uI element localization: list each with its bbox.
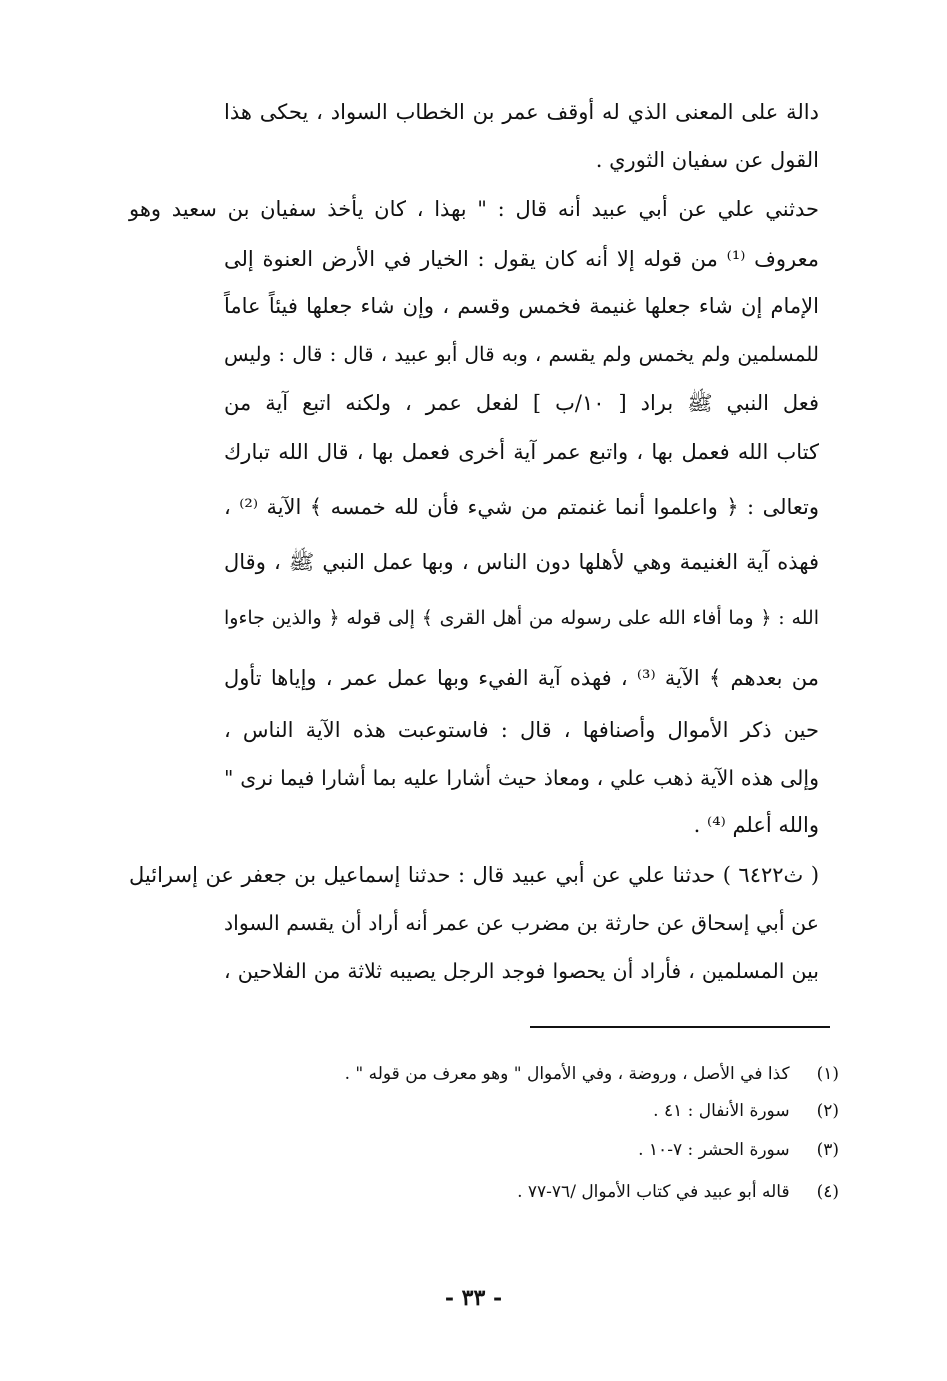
footnote-text: سورة الأنفال : ٤١ . [653, 1101, 790, 1121]
text-line: كتاب الله فعمل بها ، واتبع عمر آية أخرى فعمل بها ، قال الله تبارك [224, 440, 819, 464]
text-line: بين المسلمين ، فأراد أن يحصوا فوجد الرجل يصيبه ثلاثة من الفلاحين ، [224, 959, 819, 983]
text-line: فهذه آية الغنيمة وهي لأهلها دون الناس ، وبها عمل النبي ﷺ ، وقال [224, 550, 819, 574]
paragraph-start-line: حدثني علي عن أبي عبيد أنه قال : " بهذا ، كان يأخذ سفيان بن سعيد وهو [129, 197, 819, 221]
footnote-separator [530, 1026, 830, 1028]
footnote-number: (٢) [816, 1101, 839, 1121]
text-line: حين ذكر الأموال وأصنافها ، قال : فاستوعبت هذه الآية الناس ، [224, 718, 819, 742]
text-line: دالة على المعنى الذي له أوقف عمر بن الخطاب السواد ، يحكى هذا [224, 100, 819, 124]
text-line: معروف ⁽¹⁾ من قوله إلا أنه كان يقول : الخيار في الأرض العنوة إلى [224, 247, 820, 271]
text-line: وإلى هذه الآية ذهب علي ، ومعاذ حيث أشارا عليه بما أشارا فيما نرى " [224, 766, 819, 790]
footnote-4 [517, 1180, 839, 1204]
quran-verse-line: وتعالى : ﴿ واعلموا أنما غنمتم من شيء فأن لله خمسه ﴾ الآية ⁽²⁾ ، [224, 495, 819, 519]
footnote-1 [345, 1062, 839, 1086]
footnote-text: سورة الحشر : ٧-١٠ . [638, 1140, 790, 1160]
footnote-number: (٤) [816, 1182, 839, 1202]
page-number: - ٣٣ - [444, 1285, 503, 1311]
text-line: القول عن سفيان الثوري . [595, 148, 819, 172]
quran-verse-line: الله : ﴿ وما أفاء الله على رسوله من أهل القرى ﴾ إلى قوله ﴿ والذين جاءوا [224, 607, 819, 629]
footnote-text: قاله أبو عبيد في كتاب الأموال /٧٦-٧٧ . [517, 1182, 790, 1202]
footnote-number: (٣) [816, 1140, 839, 1160]
footnote-3 [638, 1138, 839, 1162]
text-line: فعل النبي ﷺ براد [ ١٠/ب ] لفعل عمر ، ولكنه اتبع آية من [224, 391, 819, 415]
footnote-text: كذا في الأصل ، وروضة ، وفي الأموال " وهو معرف من قوله " . [344, 1064, 790, 1084]
text-line: الإمام إن شاء جعلها غنيمة فخمس وقسم ، وإن شاء جعلها فيئاً عاماً [224, 294, 819, 318]
footnote-number: (١) [816, 1064, 839, 1084]
text-line: للمسلمين ولم يخمس ولم يقسم ، وبه قال أبو عبيد ، قال : قال : وليس [224, 342, 819, 366]
quran-verse-line: من بعدهم ﴾ الآية ⁽³⁾ ، فهذه آية الفيء وبها عمل عمر ، وإياها تأول [224, 666, 819, 690]
hadith-heading-line: ( ث٦٤٢٢ ) حدثنا علي عن أبي عبيد قال : حدثنا إسماعيل بن جعفر عن إسرائيل [129, 863, 820, 887]
text-line: والله أعلم ⁽⁴⁾ . [693, 813, 819, 837]
footnote-2 [653, 1099, 839, 1123]
text-line: عن أبي إسحاق عن حارثة بن مضرب عن عمر أنه أراد أن يقسم السواد [224, 911, 819, 935]
